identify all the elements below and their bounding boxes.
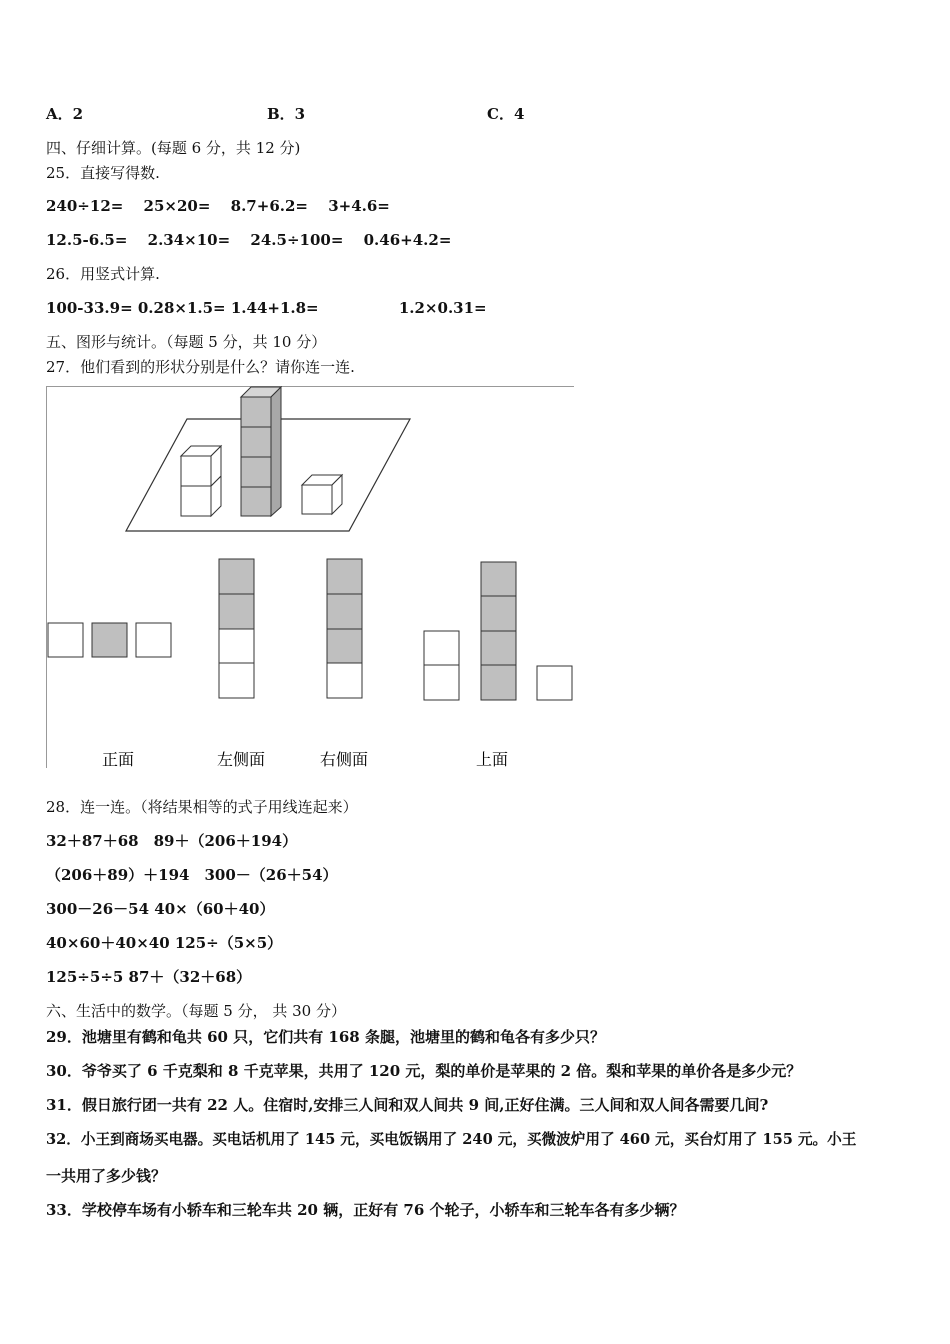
- q25-row2: 12.5-6.5= 2.34×10= 24.5÷100= 0.46+4.2=: [46, 231, 452, 249]
- option-c: C．4: [487, 105, 525, 123]
- q32-line1: 32．小王到商场买电器。买电话机用了 145 元，买电饭锅用了 240 元，买微波炉用了 460 元，买台灯用了 155 元。小王: [46, 1131, 857, 1148]
- q28-row-1: 32＋87＋68 89＋（206＋194）: [46, 832, 298, 850]
- cube-stack-middle: [241, 387, 281, 516]
- label-right-side: 右侧面: [319, 750, 369, 768]
- q32-line2: 一共用了多少钱？: [46, 1167, 167, 1185]
- option-b: B．3: [267, 105, 306, 123]
- cube-stack-right: [302, 475, 342, 514]
- section6-heading: 六、生活中的数学。（每题 5 分， 共 30 分）: [46, 1002, 346, 1020]
- section5-heading: 五、图形与统计。（每题 5 分，共 10 分）: [46, 333, 327, 351]
- label-top: 上面: [475, 750, 509, 768]
- q28-row-4: 40×60＋40×40 125÷（5×5）: [46, 934, 283, 952]
- label-left-side: 左侧面: [216, 750, 266, 768]
- view-top: [424, 562, 572, 700]
- q26-title: 26．用竖式计算.: [46, 265, 160, 283]
- view-front: [48, 623, 171, 657]
- q31: 31．假日旅行团一共有 22 人。住宿时,安排三人间和双人间共 9 间,正好住满。三人间和双人间各需要几间?: [46, 1096, 769, 1114]
- view-right-side: [327, 559, 362, 698]
- q29: 29．池塘里有鹤和龟共 60 只，它们共有 168 条腿，池塘里的鹤和龟各有多少只？: [46, 1028, 605, 1046]
- q26-row: 100-33.9= 0.28×1.5= 1.44+1.8= 1.2×0.31=: [46, 299, 487, 317]
- three-views-figure: [46, 386, 574, 768]
- section4-heading: 四、仔细计算。(每题 6 分，共 12 分): [46, 139, 301, 157]
- q28-row-5: 125÷5÷5 87＋（32＋68）: [46, 968, 252, 986]
- label-front: 正面: [101, 750, 135, 768]
- q28-row-2: （206＋89）＋194 300－（26＋54）: [46, 866, 338, 884]
- q25-title: 25．直接写得数.: [46, 164, 160, 182]
- view-left-side: [219, 559, 254, 698]
- q33: 33．学校停车场有小轿车和三轮车共 20 辆，正好有 76 个轮子，小轿车和三轮车各有多少辆？: [46, 1201, 685, 1219]
- q25-row1: 240÷12= 25×20= 8.7+6.2= 3+4.6=: [46, 197, 390, 215]
- cube-stack-left: [181, 446, 221, 516]
- q30: 30．爷爷买了 6 千克梨和 8 千克苹果，共用了 120 元，梨的单价是苹果的 2 倍。梨和苹果的单价各是多少元？: [46, 1062, 802, 1080]
- q28-row-3: 300－26－54 40×（60＋40）: [46, 900, 275, 918]
- q28-title: 28．连一连。（将结果相等的式子用线连起来）: [46, 798, 358, 816]
- option-a: A．2: [46, 105, 84, 123]
- q27-title: 27．他们看到的形状分别是什么？请你连一连.: [46, 358, 355, 376]
